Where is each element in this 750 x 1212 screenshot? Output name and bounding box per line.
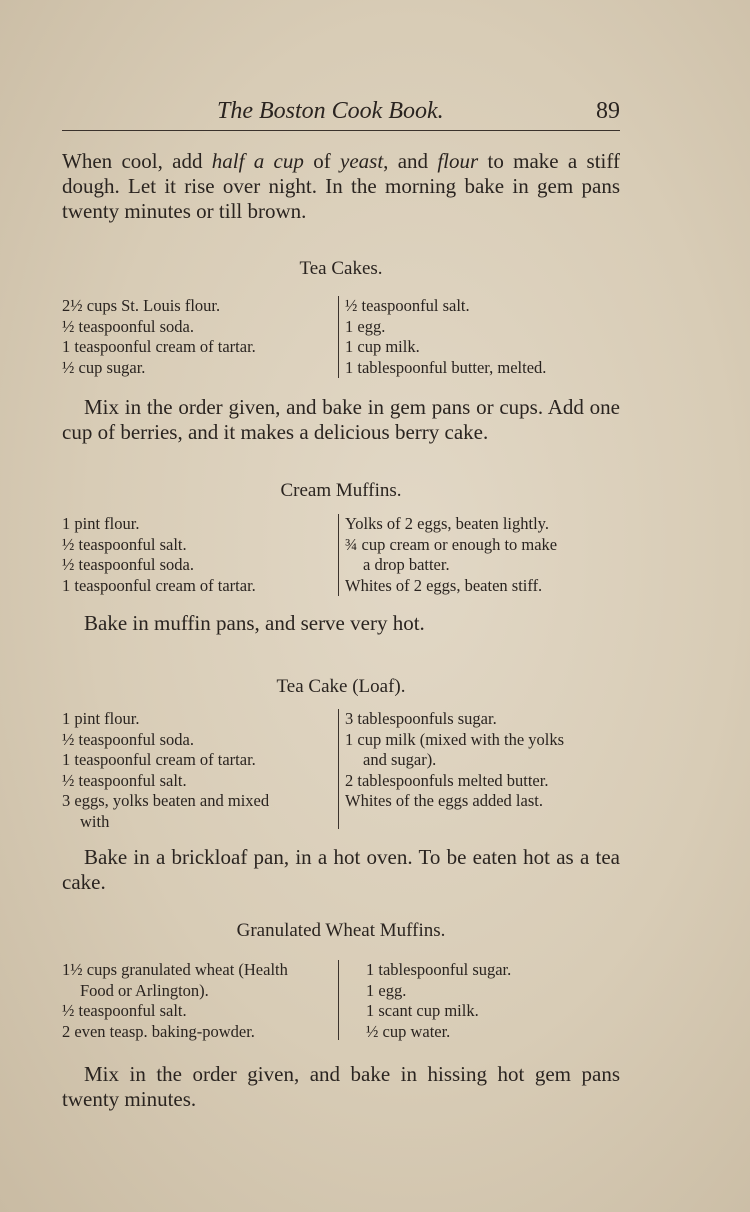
- ingredient-line: 1 pint flour.: [62, 514, 140, 533]
- ingredients-left-column: [62, 960, 334, 1042]
- intro-emphasis-1: half a cup: [211, 149, 304, 173]
- ingredients-left-column: [62, 514, 334, 596]
- recipe-title-tea-cake-loaf: Tea Cake (Loaf).: [276, 676, 406, 697]
- intro-text-1: When cool, add: [62, 149, 212, 173]
- recipe-title-tea-cakes: Tea Cakes.: [299, 258, 383, 279]
- ingredients-tea-cakes: [62, 296, 620, 380]
- ingredients-left-column: [62, 709, 334, 832]
- ingredient-line: a drop batter.: [363, 555, 450, 574]
- ingredient-line: ½ teaspoonful salt.: [345, 296, 470, 315]
- ingredient-line: 1 tablespoonful butter, melted.: [345, 357, 547, 377]
- ingredients-right-column: [345, 296, 620, 378]
- recipe-title-granulated-wheat-muffins: Granulated Wheat Muffins.: [236, 920, 446, 941]
- ingredient-line: ½ teaspoonful soda.: [62, 729, 194, 749]
- ingredient-line: 1 pint flour.: [62, 709, 140, 728]
- ingredient-line: 1 egg.: [366, 980, 407, 1000]
- ingredient-line: 1 tablespoonful sugar.: [366, 960, 512, 979]
- intro-text-2: of: [303, 149, 340, 173]
- ingredients-tea-cake-loaf: [62, 709, 620, 833]
- intro-paragraph: [62, 149, 620, 224]
- ingredient-line: 1 cup milk.: [345, 337, 420, 356]
- directions-cream-muffins: Bake in muffin pans, and serve very hot.: [84, 611, 425, 635]
- ingredient-line: ½ teaspoonful salt.: [62, 1001, 187, 1020]
- ingredients-right-column: [345, 709, 620, 812]
- ingredient-line: 1 cup milk (mixed with the yolks: [345, 729, 565, 749]
- ingredient-line: 2 even teasp. baking-powder.: [62, 1021, 255, 1041]
- ingredient-line: Whites of 2 eggs, beaten stiff.: [345, 575, 543, 595]
- ingredient-line: ½ cup sugar.: [62, 357, 146, 377]
- ingredient-line: ½ teaspoonful salt.: [62, 770, 187, 790]
- column-divider: [338, 296, 339, 378]
- ingredient-line: 2 tablespoonfuls melted butter.: [345, 770, 549, 790]
- directions-granulated-wheat-muffins: Mix in the order given, and bake in hissing hot gem pans twenty minutes.: [62, 1062, 620, 1111]
- ingredient-line: 1 teaspoonful cream of tartar.: [62, 750, 256, 769]
- ingredients-right-column: [366, 960, 641, 1042]
- ingredient-line: 3 tablespoonfuls sugar.: [345, 709, 497, 728]
- ingredient-line: 1 egg.: [345, 316, 386, 336]
- intro-emphasis-3: flour: [437, 149, 479, 173]
- ingredient-line: Yolks of 2 eggs, beaten lightly.: [345, 514, 549, 533]
- ingredients-right-column: [345, 514, 620, 596]
- intro-text-4: to make a stiff dough. Let it rise over night. In the morning bake in gem pans twenty minutes or till brown.: [62, 149, 620, 223]
- column-divider: [338, 960, 339, 1040]
- ingredient-line: ½ teaspoonful salt.: [62, 534, 187, 554]
- ingredients-cream-muffins: [62, 514, 620, 598]
- ingredient-line: ½ teaspoonful soda.: [62, 555, 194, 574]
- directions-tea-cake-loaf: Bake in a brickloaf pan, in a hot oven. To be eaten hot as a tea cake.: [62, 845, 620, 894]
- page-number: 89: [596, 98, 620, 124]
- ingredient-line: 1½ cups granulated wheat (Health: [62, 960, 288, 979]
- directions-tea-cakes: Mix in the order given, and bake in gem pans or cups. Add one cup of berries, and it makes a delicious berry cake.: [62, 395, 620, 444]
- ingredient-line: 3 eggs, yolks beaten and mixed: [62, 791, 270, 810]
- ingredient-line: 2½ cups St. Louis flour.: [62, 296, 221, 315]
- ingredients-granulated-wheat-muffins: [62, 960, 620, 1044]
- column-divider: [338, 709, 339, 829]
- intro-emphasis-2: yeast: [340, 149, 384, 173]
- ingredients-left-column: [62, 296, 334, 378]
- column-divider: [338, 514, 339, 596]
- ingredient-line: with: [80, 811, 110, 831]
- ingredient-line: Food or Arlington).: [80, 980, 209, 1000]
- ingredient-line: and sugar).: [363, 750, 437, 769]
- ingredient-line: ½ cup water.: [366, 1021, 451, 1041]
- ingredient-line: Whites of the eggs added last.: [345, 791, 543, 810]
- ingredient-line: ¾ cup cream or enough to make: [345, 534, 558, 554]
- intro-text-3: , and: [383, 149, 438, 173]
- recipe-title-cream-muffins: Cream Muffins.: [280, 480, 402, 501]
- ingredient-line: 1 scant cup milk.: [366, 1001, 479, 1020]
- ingredient-line: 1 teaspoonful cream of tartar.: [62, 337, 256, 356]
- running-header: [62, 96, 620, 131]
- ingredient-line: ½ teaspoonful soda.: [62, 316, 194, 336]
- book-title: The Boston Cook Book.: [217, 98, 444, 124]
- ingredient-line: 1 teaspoonful cream of tartar.: [62, 575, 256, 595]
